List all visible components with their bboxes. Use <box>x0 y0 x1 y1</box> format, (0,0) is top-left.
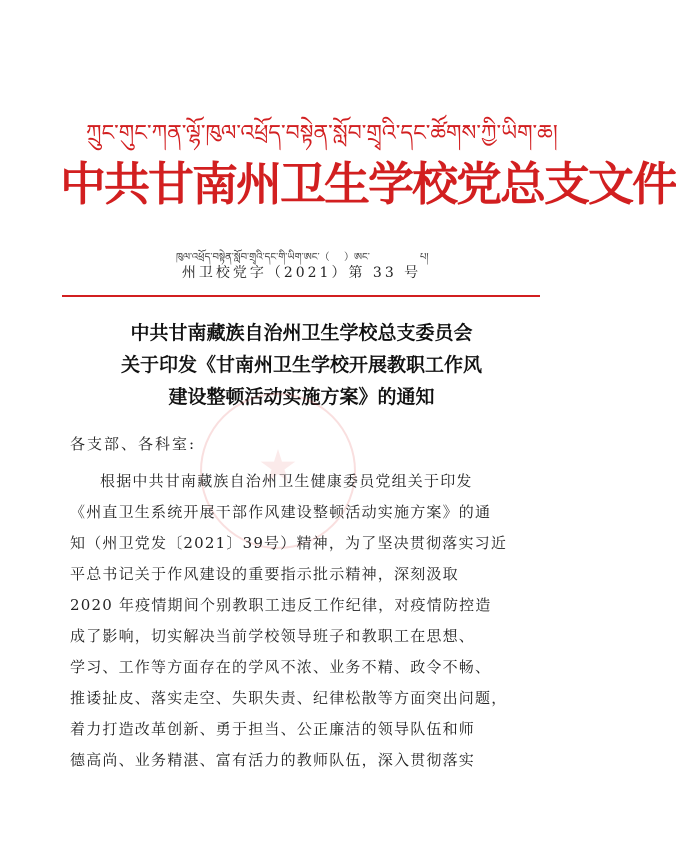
document-title-line: 建设整顿活动实施方案》的通知 <box>168 386 435 408</box>
body-line: 2020 年疫情期间个别教职工违反工作纪律，对疫情防控造 <box>70 596 492 614</box>
tibetan-header: ཀྲུང་གུང་ཀན་ལྷོ་ཁུལ་འཕྲོད་བསྟེན་སློབ་གྲྭའི་དང་ཚོགས་ཀྱི་ཡིག་ཆ། <box>86 121 558 146</box>
salutation: 各支部、各科室: <box>70 435 197 453</box>
body-line: 知（州卫党发〔2021〕39号）精神，为了坚决贯彻落实习近 <box>70 534 508 552</box>
body-line: 德高尚、业务精湛、富有活力的教师队伍，深入贯彻落实 <box>70 751 476 769</box>
body-line: 平总书记关于作风建设的重要指示批示精神，深刻汲取 <box>70 565 459 583</box>
body-line: 根据中共甘南藏族自治州卫生健康委员党组关于印发 <box>100 472 473 490</box>
body-line: 《州直卫生系统开展干部作风建设整顿活动实施方案》的通 <box>70 503 492 521</box>
org-header-title: 中共甘南州卫生学校党总支文件 <box>60 157 676 211</box>
doc-number: 州卫校党字（2021）第 33 号 <box>181 265 422 281</box>
body-line: 推诿扯皮、落实走空、失职失责、纪律松散等方面突出问题， <box>70 689 508 707</box>
body-line: 着力打造改革创新、勇于担当、公正廉洁的领导队伍和师 <box>70 720 476 738</box>
doc-number-tibetan-mid: ）ཨང་ <box>344 252 370 263</box>
body-text <box>70 466 540 776</box>
document-title-line: 关于印发《甘南州卫生学校开展教职工作风 <box>120 354 482 376</box>
doc-number-tibetan-prefix: ཁུལ་འཕྲོད་བསྟེན་སློབ་གྲྭའི་དང་གི་ཡིག་ཨང་（ <box>176 252 330 263</box>
body-line: 成了影响，切实解决当前学校领导班子和教职工在思想、 <box>70 627 476 645</box>
document-title-line: 中共甘南藏族自治州卫生学校总支委员会 <box>130 322 473 344</box>
red-divider <box>62 295 540 297</box>
body-line: 学习、工作等方面存在的学风不浓、业务不精、政令不畅、 <box>70 658 492 676</box>
doc-number-tibetan-suffix: པ། <box>420 252 429 263</box>
